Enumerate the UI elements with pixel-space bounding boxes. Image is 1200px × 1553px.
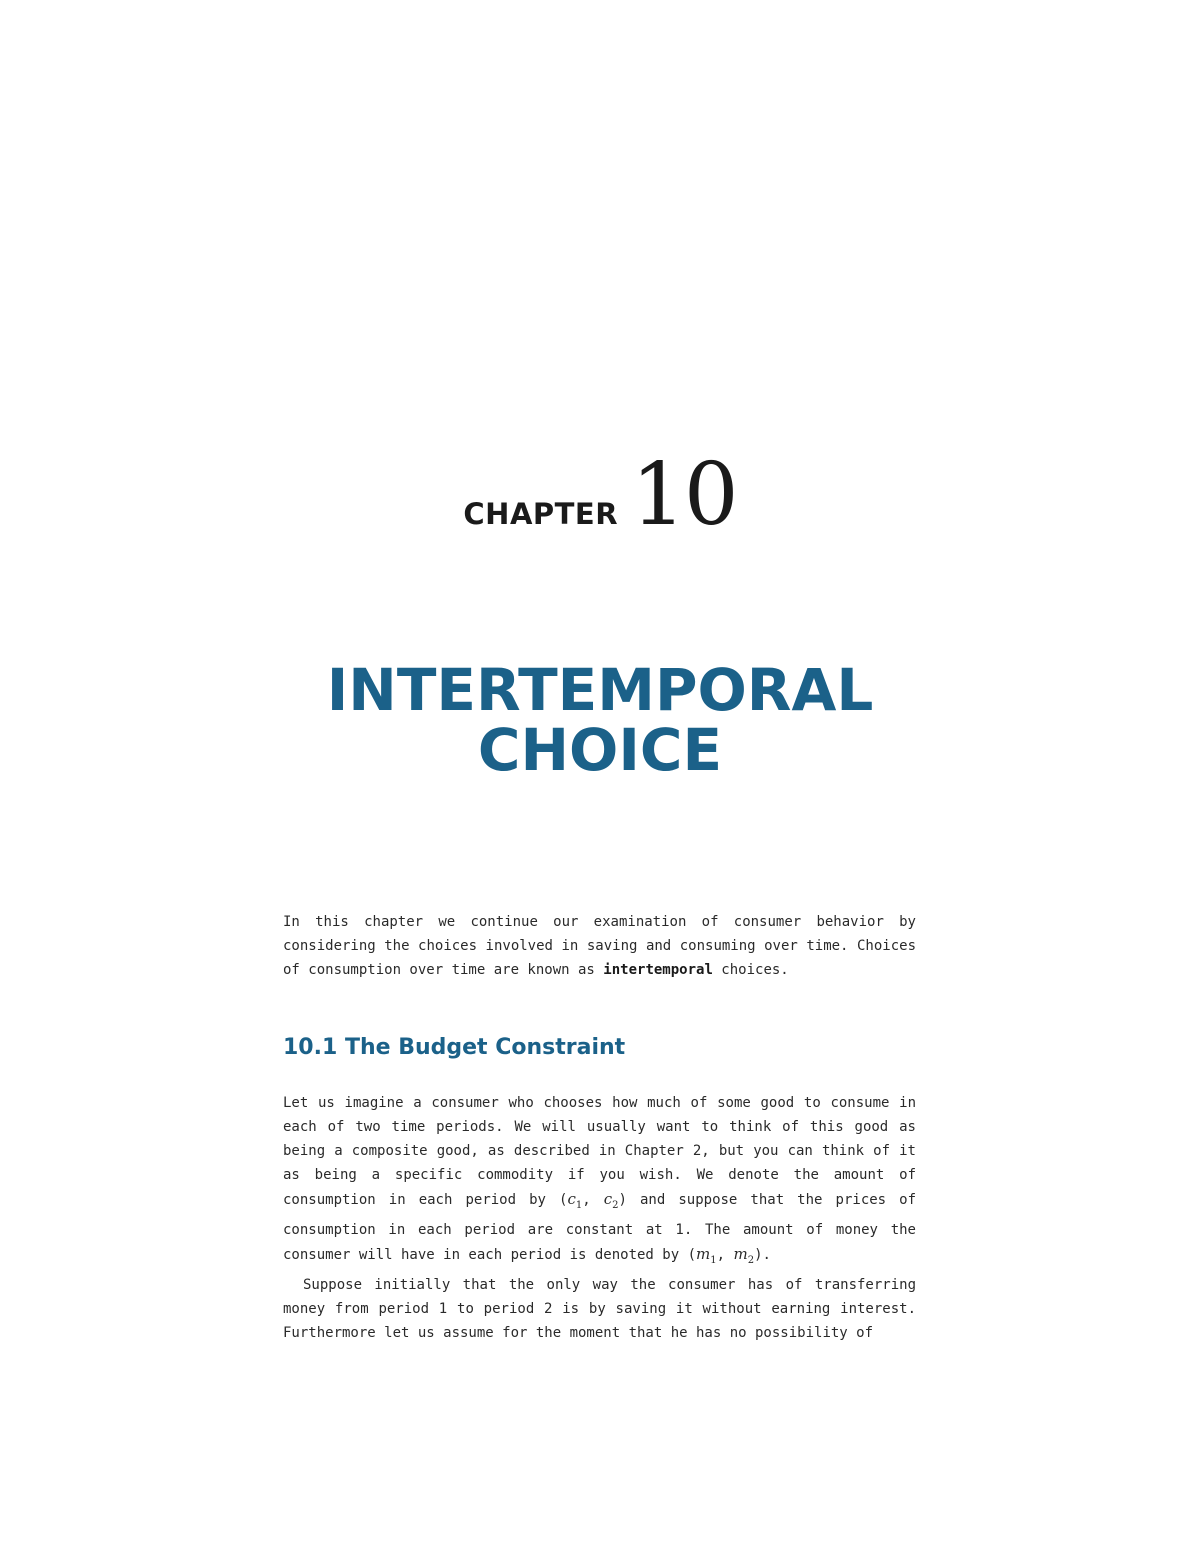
chapter-title-line2: CHOICE: [477, 716, 723, 784]
paragraph-2: Suppose initially that the only way the consumer has of transferring money from period 1 to period 2 is by saving it without earning interest. Furthermore let us assume for the moment that he has no possibility of: [283, 1277, 916, 1341]
math-c2: $c_2$: [603, 1190, 619, 1211]
intro-paragraph: [283, 910, 916, 982]
intro-text-after: choices.: [712, 962, 789, 978]
intro-text-before: In this chapter we continue our examination of consumer behavior by considering the choices involved in saving and consuming over time. Choices of consumption over time are known as: [283, 914, 916, 978]
section-heading: 10.1 The Budget Constraint: [283, 1035, 626, 1060]
chapter-title-line1: INTERTEMPORAL: [326, 656, 874, 724]
chapter-label: CHAPTER: [463, 497, 619, 531]
paragraph-1-part3: ).: [754, 1247, 771, 1263]
chapter-title: [0, 656, 1200, 784]
paragraph-1: Let us imagine a consumer who chooses how much of some good to consume in each of two time periods. We will usually want to think of this good as being a composite good, as described in Chapter 2, but you can think of it as being a specific commodity if you wish. We denote the amount of consumption in each period by ($c_1$, $c_2$) and suppose that the prices of consumption in each period are constant at 1. The amount of money the consumer will have in each period is denoted by ($m_1$, $m_2$).: [283, 1095, 917, 1266]
section-body: [283, 1091, 916, 1345]
chapter-number: 10: [631, 445, 737, 545]
paragraph-1-part1: Let us imagine a consumer who chooses how much of some good to consume in each of two time periods. We will usually want to think of this good as being a composite good, as described in Chapter 2, but you can think of it as being a specific commodity if you wish. We denote the amount of consumption in each period by (: [283, 1095, 916, 1208]
paragraph-1-part2: ) and suppose that the prices of consumption in each period are constant at 1. The amount of money the consumer will have in each period is denoted by (: [283, 1192, 917, 1263]
intro-bold-term: intertemporal: [603, 962, 713, 978]
math-m1: $m_1$: [696, 1245, 717, 1266]
math-m2: $m_2$: [733, 1245, 755, 1266]
math-c1: $c_1$: [567, 1190, 583, 1211]
chapter-heading: [0, 445, 1200, 545]
